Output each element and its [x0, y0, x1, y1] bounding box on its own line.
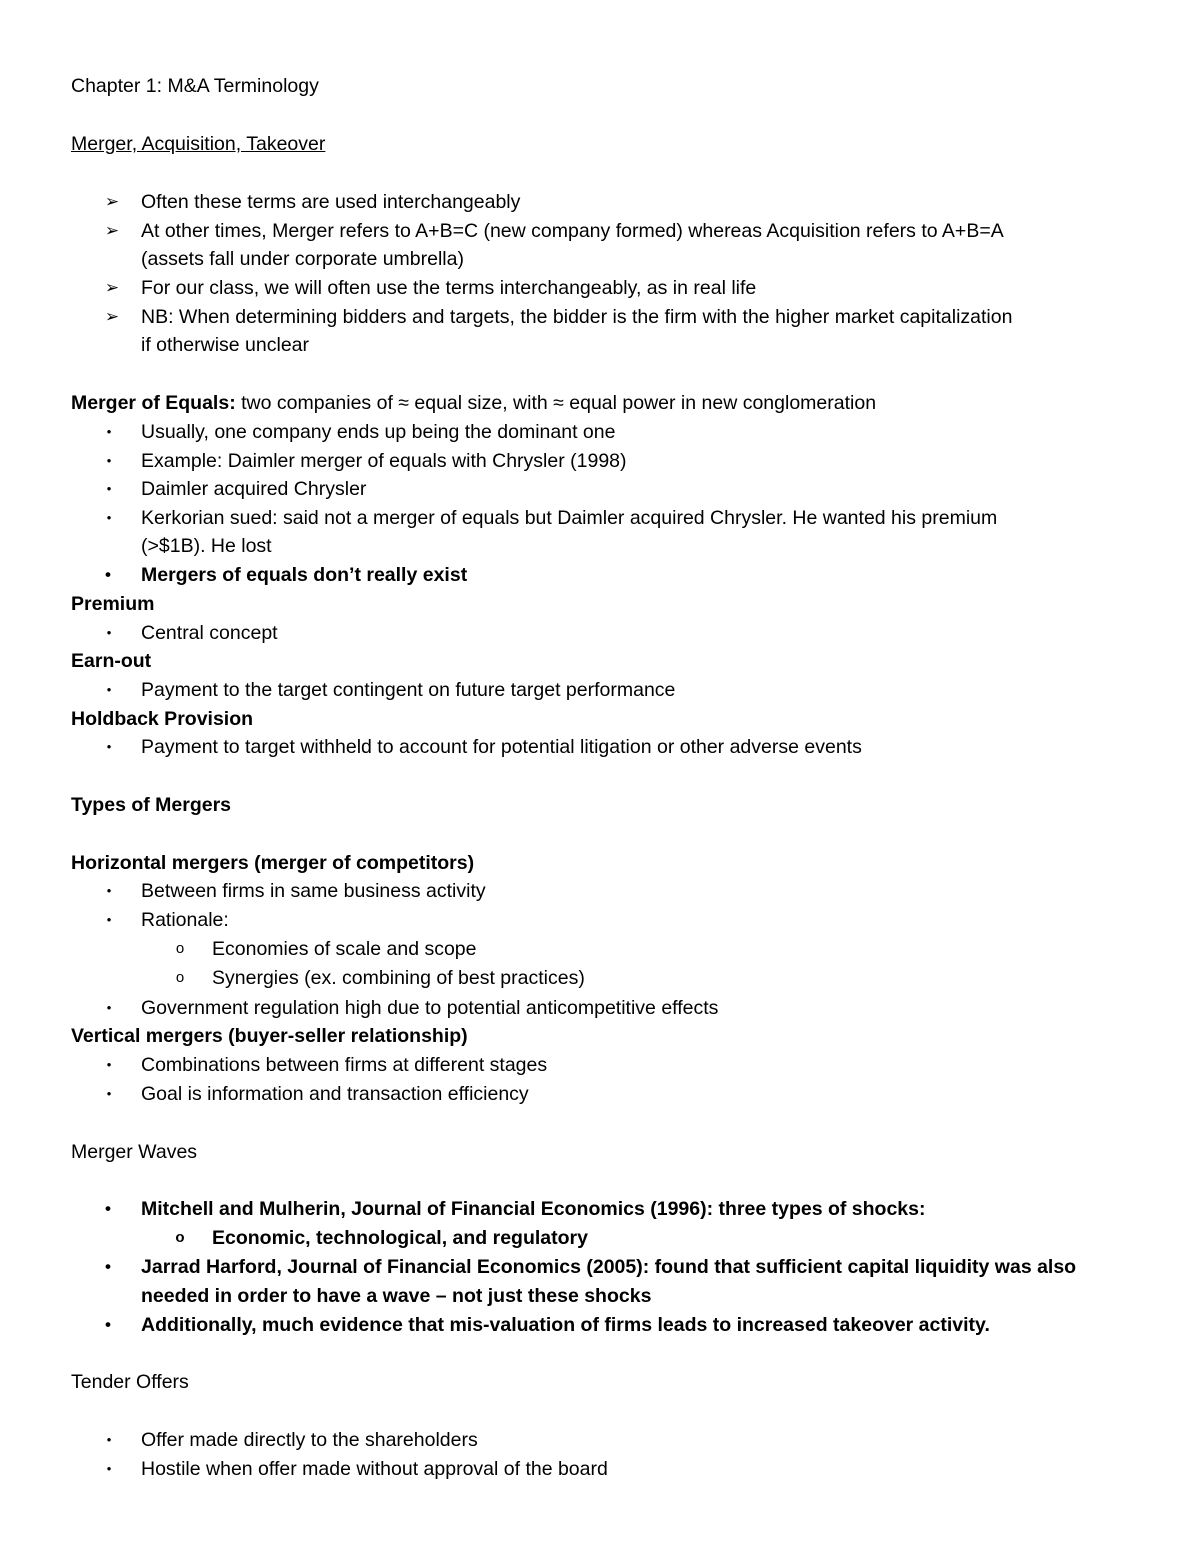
- bullet-icon: •: [105, 1315, 111, 1334]
- list-item: Usually, one company ends up being the dominant one: [141, 421, 616, 443]
- bullet-icon: •: [106, 739, 112, 754]
- arrow-bullet-icon: ➢: [104, 221, 120, 240]
- list-item-bold: Additionally, much evidence that mis-valuation of firms leads to increased takeover activity.: [141, 1314, 990, 1336]
- list-item: Combinations between firms at different stages: [141, 1054, 548, 1076]
- sub-list-item-bold: Economic, technological, and regulatory: [212, 1227, 588, 1249]
- bullet-icon: •: [106, 1432, 112, 1447]
- bullet-icon: •: [105, 1199, 111, 1218]
- heading-merger-waves: Merger Waves: [71, 1141, 198, 1163]
- bullet-icon: •: [106, 453, 112, 468]
- list-item: NB: When determining bidders and targets, the bidder is the firm with the higher market capitalization: [141, 306, 1013, 328]
- bullet-icon: •: [106, 682, 112, 697]
- section-heading-merger-acquisition-takeover: Merger, Acquisition, Takeover: [71, 133, 326, 155]
- bullet-icon: •: [106, 912, 112, 927]
- circle-bullet-icon: o: [175, 1229, 185, 1246]
- list-item: Government regulation high due to potential anticompetitive effects: [141, 997, 719, 1019]
- bullet-icon: •: [106, 481, 112, 496]
- arrow-bullet-icon: ➢: [104, 192, 120, 211]
- list-item: Payment to target withheld to account for potential litigation or other adverse events: [141, 736, 862, 758]
- bullet-icon: •: [106, 1000, 112, 1015]
- list-item: Central concept: [141, 622, 278, 644]
- list-item: Between firms in same business activity: [141, 880, 486, 902]
- list-item-continuation: if otherwise unclear: [141, 334, 309, 356]
- list-item: Rationale:: [141, 909, 229, 931]
- bullet-icon: •: [106, 625, 112, 640]
- list-item: Hostile when offer made without approval of the board: [141, 1458, 608, 1480]
- list-item-bold: Mergers of equals don’t really exist: [141, 564, 468, 586]
- list-item: At other times, Merger refers to A+B=C (new company formed) whereas Acquisition refers to A+B=A: [141, 220, 1004, 242]
- list-item-bold: Jarrad Harford, Journal of Financial Economics (2005): found that sufficient capital liquidity was also: [141, 1256, 1077, 1278]
- bullet-icon: •: [106, 510, 112, 525]
- circle-bullet-icon: o: [175, 940, 185, 957]
- list-item: Offer made directly to the shareholders: [141, 1429, 478, 1451]
- list-item: For our class, we will often use the terms interchangeably, as in real life: [141, 277, 757, 299]
- list-item-bold-continuation: needed in order to have a wave – not just these shocks: [141, 1285, 652, 1307]
- list-item: Kerkorian sued: said not a merger of equals but Daimler acquired Chrysler. He wanted his premium: [141, 507, 998, 529]
- merger-of-equals-definition: [71, 391, 876, 415]
- list-item-continuation: (assets fall under corporate umbrella): [141, 248, 464, 270]
- heading-vertical-mergers: Vertical mergers (buyer-seller relationship): [71, 1025, 468, 1047]
- page-title: Chapter 1: M&A Terminology: [71, 75, 319, 97]
- sub-list-item: Synergies (ex. combining of best practices): [212, 967, 585, 989]
- list-item: Daimler acquired Chrysler: [141, 478, 367, 500]
- list-item: Example: Daimler merger of equals with Chrysler (1998): [141, 450, 627, 472]
- bullet-icon: •: [105, 565, 111, 584]
- heading-premium: Premium: [71, 593, 155, 615]
- bullet-icon: •: [106, 424, 112, 439]
- bullet-icon: •: [106, 883, 112, 898]
- bullet-icon: •: [105, 1257, 111, 1276]
- bullet-icon: •: [106, 1057, 112, 1072]
- bullet-icon: •: [106, 1461, 112, 1476]
- list-item-continuation: (>$1B). He lost: [141, 535, 272, 557]
- list-item: Often these terms are used interchangeably: [141, 191, 521, 213]
- arrow-bullet-icon: ➢: [104, 278, 120, 297]
- list-item: Payment to the target contingent on future target performance: [141, 679, 676, 701]
- heading-types-of-mergers: Types of Mergers: [71, 794, 232, 816]
- list-item-bold: Mitchell and Mulherin, Journal of Financial Economics (1996): three types of shocks:: [141, 1198, 926, 1220]
- sub-list-item: Economies of scale and scope: [212, 938, 477, 960]
- list-item: Goal is information and transaction efficiency: [141, 1083, 529, 1105]
- heading-tender-offers: Tender Offers: [71, 1371, 189, 1393]
- heading-horizontal-mergers: Horizontal mergers (merger of competitors): [71, 852, 475, 874]
- heading-holdback-provision: Holdback Provision: [71, 708, 254, 730]
- arrow-bullet-icon: ➢: [104, 307, 120, 326]
- merger-of-equals-text: two companies of ≈ equal size, with ≈ equal power in new conglomeration: [235, 392, 877, 414]
- circle-bullet-icon: o: [175, 969, 185, 986]
- bullet-icon: •: [106, 1086, 112, 1101]
- merger-of-equals-label: Merger of Equals:: [71, 392, 236, 414]
- heading-earn-out: Earn-out: [71, 650, 152, 672]
